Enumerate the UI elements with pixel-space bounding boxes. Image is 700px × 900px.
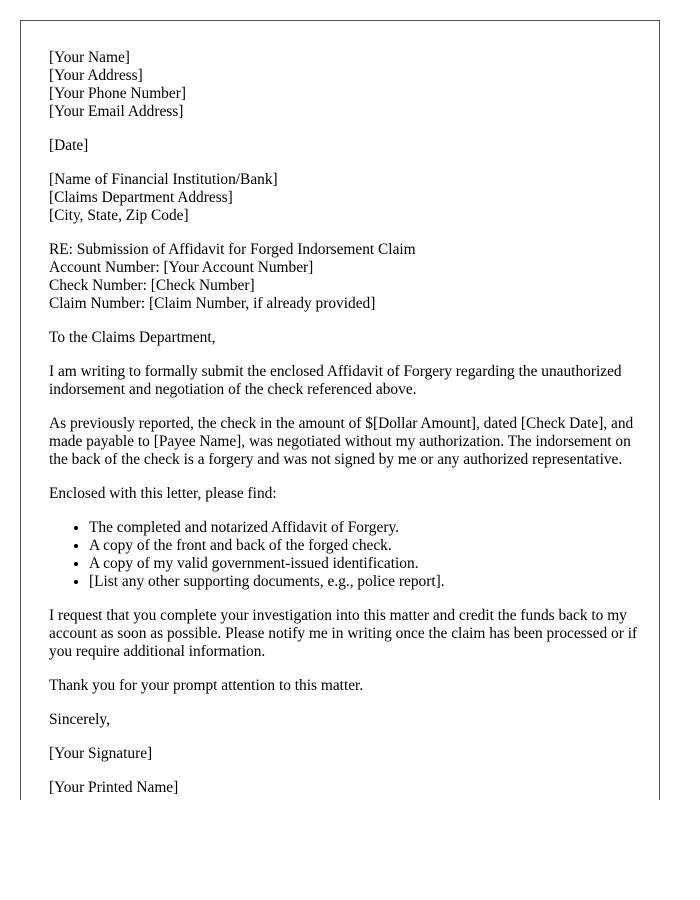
sender-address: [Your Address] (49, 67, 143, 84)
list-item: • A copy of the front and back of the forged check. (89, 537, 639, 555)
reference-block (49, 241, 639, 313)
sign-off: Sincerely, (49, 711, 110, 728)
printed-name-line: [Your Printed Name] (49, 779, 179, 796)
sender-phone: [Your Phone Number] (49, 85, 186, 102)
paragraph-thanks: Thank you for your prompt attention to this matter. (49, 677, 364, 694)
enclosure-list (49, 519, 639, 591)
signature-line: [Your Signature] (49, 745, 153, 762)
reference-account-number: Account Number: [Your Account Number] (49, 259, 314, 276)
reference-check-number: Check Number: [Check Number] (49, 277, 255, 294)
paragraph-request: I request that you complete your investigation into this matter and credit the funds back to my account as soon as possible. Please notify me in writing once the claim has been processed or if you require additional information. (49, 607, 638, 660)
reference-subject: RE: Submission of Affidavit for Forged Indorsement Claim (49, 241, 416, 258)
paragraph-report: As previously reported, the check in the amount of $[Dollar Amount], dated [Check Date], and made payable to [Payee Name], was negotiated without my authorization. The indorsement on the back of the check is a forgery and was not signed by me or any authorized representative. (49, 415, 634, 468)
list-item: • A copy of my valid government-issued identification. (89, 555, 639, 573)
recipient-department-address: [Claims Department Address] (49, 189, 233, 206)
sender-email: [Your Email Address] (49, 103, 184, 120)
paragraph-enclosed-intro: Enclosed with this letter, please find: (49, 485, 277, 502)
letter-body (49, 49, 639, 800)
recipient-city-state-zip: [City, State, Zip Code] (49, 207, 189, 224)
sender-name: [Your Name] (49, 49, 130, 66)
letter-page (20, 20, 660, 800)
paragraph-intro: I am writing to formally submit the enclosed Affidavit of Forgery regarding the unauthorized indorsement and negotiation of the check referenced above. (49, 363, 622, 398)
letter-date: [Date] (49, 137, 89, 154)
recipient-block (49, 171, 639, 225)
sender-block (49, 49, 639, 121)
date-block (49, 137, 639, 155)
reference-claim-number: Claim Number: [Claim Number, if already provided] (49, 295, 376, 312)
recipient-institution: [Name of Financial Institution/Bank] (49, 171, 278, 188)
list-item: • [List any other supporting documents, e.g., police report]. (89, 573, 639, 591)
salutation: To the Claims Department, (49, 329, 216, 346)
list-item: • The completed and notarized Affidavit of Forgery. (89, 519, 639, 537)
